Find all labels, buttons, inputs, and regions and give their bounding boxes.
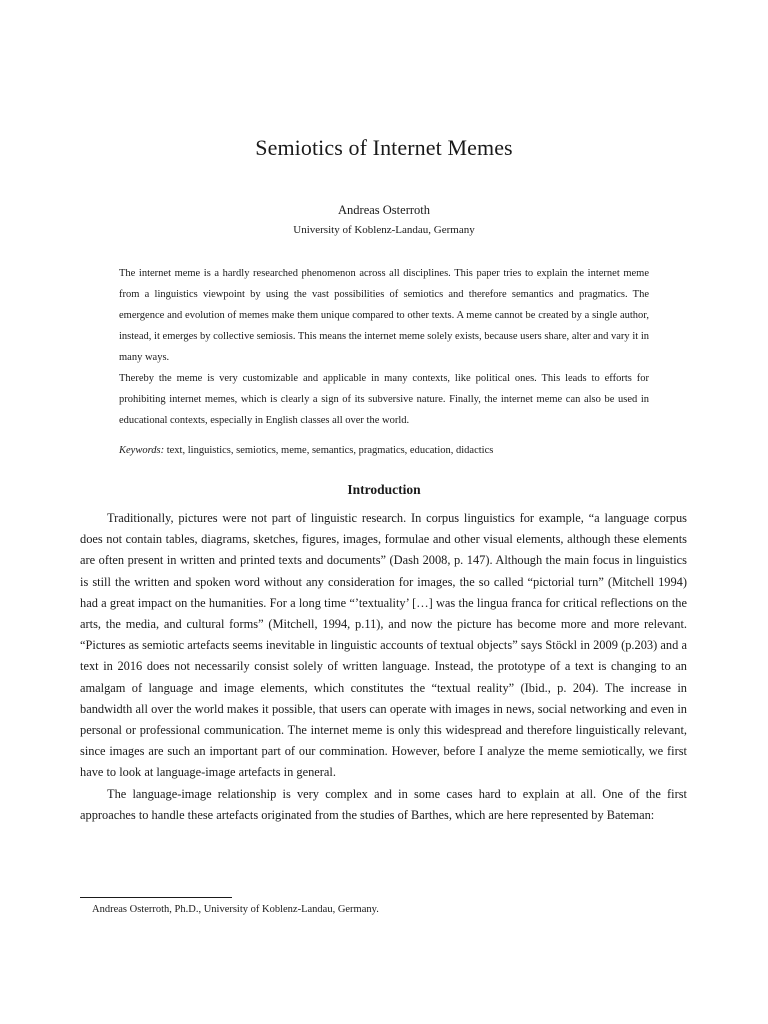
- keywords: [119, 440, 649, 461]
- footnote-divider: [80, 897, 232, 898]
- body-paragraph: Traditionally, pictures were not part of linguistic research. In corpus linguistics for example, “a language corpus does not contain tables, diagrams, sketches, figures, images, formulae and other visual elements, although these elements are often present in written and printed texts and documents” (Dash 2008, p. 147). Although the main focus in linguistics is still the written and spoken word without any consideration for images, the so called “pictorial turn” (Mitchell 1994) had a great impact on the humanities. For a long time “’textuality’ […] was the lingua franca for critical reflections on the arts, the media, and cultural forms” (Mitchell, 1994, p.11), and now the picture has become more and more relevant. “Pictures as semiotic artefacts seems inevitable in linguistic accounts of textual objects” says Stöckl in 2009 (p.203) and a text in 2016 does not necessarily consist solely of written language. Instead, the prototype of a text is changing to an amalgam of language and image elements, which constitutes the “textual reality” (Ibid., p. 204). The increase in bandwidth all over the world makes it possible, that users can operate with images in news, social networking and even in personal or professional communication. The internet meme is only this widespread and therefore linguistically relevant, since images are such an important part of our commination. However, before I analyze the meme semiotically, we first have to look at language-image artefacts in general.: [80, 511, 687, 780]
- author-affiliation: University of Koblenz-Landau, Germany: [293, 224, 475, 236]
- abstract-paragraph: Thereby the meme is very customizable and applicable in many contexts, like political ones. This leads to efforts for prohibiting internet memes, which is clearly a sign of its subversive nature. Finally, the internet meme can also be used in educational contexts, especially in English classes all over the world.: [119, 373, 649, 426]
- footnote: Andreas Osterroth, Ph.D., University of Koblenz-Landau, Germany.: [92, 904, 379, 915]
- body-paragraph: The language-image relationship is very complex and in some cases hard to explain at all. One of the first approaches to handle these artefacts originated from the studies of Barthes, which are here represented by Bateman:: [80, 786, 687, 822]
- abstract-paragraph: The internet meme is a hardly researched phenomenon across all disciplines. This paper tries to explain the internet meme from a linguistics viewpoint by using the vast possibilities of semiotics and therefore semantics and pragmatics. The emergence and evolution of memes make them unique compared to other texts. A meme cannot be created by a single author, instead, it emerges by collective semiosis. This means the internet meme solely exists, because users share, alter and vary it in many ways.: [119, 268, 649, 363]
- keywords-label: Keywords:: [119, 445, 165, 456]
- introduction-body: [80, 508, 687, 826]
- author-name: Andreas Osterroth: [338, 203, 430, 217]
- paper-title: Semiotics of Internet Memes: [255, 135, 513, 160]
- keywords-list: text, linguistics, semiotics, meme, semantics, pragmatics, education, didactics: [164, 445, 494, 456]
- section-heading-introduction: Introduction: [347, 482, 421, 497]
- abstract: [119, 263, 649, 431]
